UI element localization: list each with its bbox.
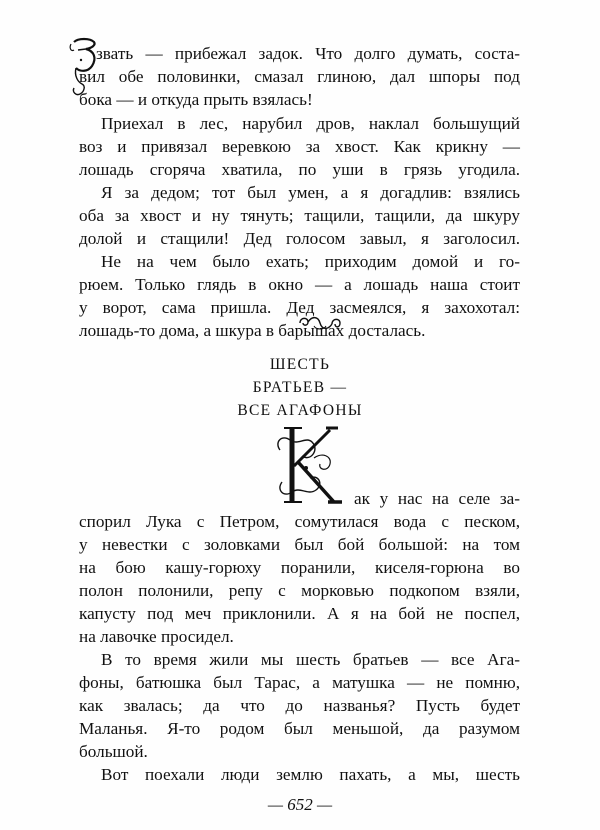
text-line: Не на чем было ехать; приходим домой и го- bbox=[101, 252, 520, 271]
ornamental-dropcap-k bbox=[272, 422, 350, 508]
text-line: на бою кашу-горюху поранили, киселя-горюна во bbox=[79, 558, 520, 577]
page-number: — 652 — bbox=[267, 795, 333, 814]
text-line: рюем. Только глядь в окно — а лошадь наша стоит bbox=[79, 275, 520, 294]
text-line: звать — прибежал задок. Что долго думать, соста- bbox=[96, 44, 520, 63]
text-line: В то время жили мы шесть братьев — все Ага- bbox=[101, 650, 520, 669]
text-line: лошадь сгоряча хватила, по уши в грязь угодила. bbox=[79, 160, 520, 179]
text-line: лошадь-то дома, а шкура в барышах досталась. bbox=[79, 321, 426, 340]
text-line: у ворот, сама пришла. Дед засмеялся, я захохотал: bbox=[79, 298, 520, 317]
text-line: Я за дедом; тот был умен, а я догадлив: взялись bbox=[101, 183, 520, 202]
text-line: как звалась; да что до названья? Пусть будет bbox=[79, 696, 520, 715]
story-title-line-1: ШЕСТЬ bbox=[269, 356, 331, 373]
text-line: большой. bbox=[79, 742, 148, 761]
text-line: вил обе половинки, смазал глиною, дал шпоры под bbox=[79, 67, 520, 86]
story-title-line-2: БРАТЬЕВ — bbox=[252, 379, 348, 396]
text-line: полон полонили, репу с морковью подкопом взяли, bbox=[79, 581, 520, 600]
text-line: долой и стащили! Дед голосом завыл, я заголосил. bbox=[79, 229, 520, 248]
text-line: бока — и откуда прыть взялась! bbox=[79, 90, 313, 109]
section-ornament-icon bbox=[296, 312, 344, 334]
text-line: воз и привязал веревкою за хвост. Как крикну — bbox=[79, 137, 520, 156]
text-line: капусту под меч приклонили. А я на бой не поспел, bbox=[79, 604, 520, 623]
text-line: у невестки с золовками был бой большой: на том bbox=[79, 535, 520, 554]
text-line: ак у нас на селе за- bbox=[354, 489, 520, 508]
text-line: Вот поехали люди землю пахать, а мы, шесть bbox=[101, 765, 520, 784]
text-line: оба за хвост и ну тянуть; тащили, тащили, да шкуру bbox=[79, 206, 520, 225]
text-line: спорил Лука с Петром, сомутилася вода с песком, bbox=[79, 512, 520, 531]
story-title-line-3: ВСЕ АГАФОНЫ bbox=[237, 402, 363, 419]
text-line: Приехал в лес, нарубил дров, наклал большущий bbox=[101, 114, 520, 133]
text-line: Маланья. Я-то родом был меньшой, да разумом bbox=[79, 719, 520, 738]
text-line: фоны, батюшка был Тарас, а матушка — не помню, bbox=[79, 673, 520, 692]
text-line: на лавочке просидел. bbox=[79, 627, 234, 646]
